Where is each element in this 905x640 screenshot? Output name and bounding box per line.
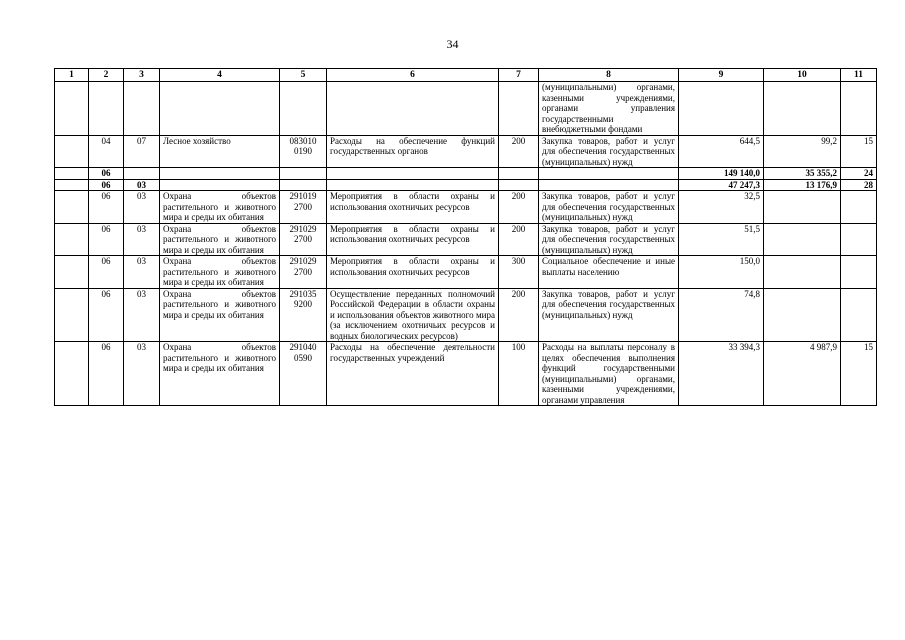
cell-col1 xyxy=(55,223,89,256)
cell-expense-type-name: (муниципальными) органами, казенными учреждениями, органами управления государственными внебюджетными фондами xyxy=(539,82,679,136)
cell-target-code: 291040 0590 xyxy=(280,342,327,406)
cell-expense-type-code xyxy=(499,168,539,180)
column-header: 6 xyxy=(327,69,499,82)
cell-section-name xyxy=(160,179,280,191)
cell-target-code xyxy=(280,179,327,191)
cell-percent xyxy=(841,288,877,342)
cell-amount-plan: 33 394,3 xyxy=(679,342,764,406)
cell-target-name: Мероприятия в области охраны и использования охотничьих ресурсов xyxy=(327,256,499,289)
cell-section: 04 xyxy=(89,135,124,168)
cell-expense-type-name: Социальное обеспечение и иные выплаты населению xyxy=(539,256,679,289)
cell-section: 06 xyxy=(89,256,124,289)
page-number: 34 xyxy=(446,37,459,51)
cell-col1 xyxy=(55,256,89,289)
column-header: 11 xyxy=(841,69,877,82)
cell-expense-type-name: Закупка товаров, работ и услуг для обеспечения государственных (муниципальных) нужд xyxy=(539,191,679,224)
cell-amount-plan: 150,0 xyxy=(679,256,764,289)
cell-expense-type-name: Закупка товаров, работ и услуг для обеспечения государственных (муниципальных) нужд xyxy=(539,223,679,256)
cell-expense-type-name xyxy=(539,179,679,191)
column-header: 3 xyxy=(124,69,160,82)
column-header: 7 xyxy=(499,69,539,82)
cell-section: 06 xyxy=(89,223,124,256)
cell-percent: 15 xyxy=(841,342,877,406)
cell-amount-actual xyxy=(764,191,841,224)
cell-col1 xyxy=(55,179,89,191)
cell-target-code: 291035 9200 xyxy=(280,288,327,342)
cell-target-name xyxy=(327,168,499,180)
cell-section-name xyxy=(160,168,280,180)
cell-percent: 15 xyxy=(841,135,877,168)
column-header: 5 xyxy=(280,69,327,82)
header-row xyxy=(55,69,877,82)
cell-expense-type-code xyxy=(499,179,539,191)
cell-subsection: 03 xyxy=(124,256,160,289)
cell-amount-plan: 74,8 xyxy=(679,288,764,342)
cell-section-name: Охрана объектов растительного и животного мира и среды их обитания xyxy=(160,223,280,256)
cell-target-name: Мероприятия в области охраны и использования охотничьих ресурсов xyxy=(327,223,499,256)
cell-section: 06 xyxy=(89,179,124,191)
table-row xyxy=(55,288,877,342)
cell-target-name: Осуществление переданных полномочий Российской Федерации в области охраны и использования объектов животного мира (за исключением охотничьих ресурсов и водных биологических ресурсов) xyxy=(327,288,499,342)
cell-target-code: 291019 2700 xyxy=(280,191,327,224)
cell-subsection: 03 xyxy=(124,223,160,256)
cell-subsection xyxy=(124,82,160,136)
cell-expense-type-name xyxy=(539,168,679,180)
cell-section-name: Охрана объектов растительного и животного мира и среды их обитания xyxy=(160,191,280,224)
cell-amount-actual: 4 987,9 xyxy=(764,342,841,406)
cell-section: 06 xyxy=(89,191,124,224)
cell-expense-type-code: 200 xyxy=(499,191,539,224)
cell-percent xyxy=(841,223,877,256)
cell-amount-plan: 51,5 xyxy=(679,223,764,256)
table-row xyxy=(55,223,877,256)
table-row xyxy=(55,256,877,289)
cell-section-name: Лесное хозяйство xyxy=(160,135,280,168)
cell-section: 06 xyxy=(89,342,124,406)
cell-target-code xyxy=(280,82,327,136)
cell-amount-plan: 32,5 xyxy=(679,191,764,224)
cell-subsection: 03 xyxy=(124,342,160,406)
column-header: 9 xyxy=(679,69,764,82)
cell-amount-actual xyxy=(764,82,841,136)
cell-target-code: 291029 2700 xyxy=(280,256,327,289)
cell-target-code xyxy=(280,168,327,180)
table-row xyxy=(55,135,877,168)
table-row xyxy=(55,191,877,224)
cell-subsection: 03 xyxy=(124,179,160,191)
cell-target-name xyxy=(327,82,499,136)
column-header: 4 xyxy=(160,69,280,82)
cell-target-code: 291029 2700 xyxy=(280,223,327,256)
cell-target-name: Расходы на обеспечение деятельности государственных учреждений xyxy=(327,342,499,406)
cell-section xyxy=(89,82,124,136)
cell-section-name: Охрана объектов растительного и животного мира и среды их обитания xyxy=(160,256,280,289)
cell-col1 xyxy=(55,168,89,180)
cell-percent: 28 xyxy=(841,179,877,191)
cell-col1 xyxy=(55,191,89,224)
cell-expense-type-code: 100 xyxy=(499,342,539,406)
cell-expense-type-code: 200 xyxy=(499,288,539,342)
cell-amount-actual: 99,2 xyxy=(764,135,841,168)
cell-expense-type-name: Закупка товаров, работ и услуг для обеспечения государственных (муниципальных) нужд xyxy=(539,135,679,168)
cell-section: 06 xyxy=(89,168,124,180)
cell-target-name: Расходы на обеспечение функций государственных органов xyxy=(327,135,499,168)
cell-amount-actual xyxy=(764,256,841,289)
cell-expense-type-code xyxy=(499,82,539,136)
table-row xyxy=(55,342,877,406)
cell-section-name: Охрана объектов растительного и животного мира и среды их обитания xyxy=(160,342,280,406)
cell-target-name: Мероприятия в области охраны и использования охотничьих ресурсов xyxy=(327,191,499,224)
cell-percent xyxy=(841,82,877,136)
cell-amount-actual xyxy=(764,223,841,256)
cell-expense-type-code: 300 xyxy=(499,256,539,289)
cell-col1 xyxy=(55,82,89,136)
cell-target-name xyxy=(327,179,499,191)
cell-expense-type-name: Закупка товаров, работ и услуг для обеспечения государственных (муниципальных) нужд xyxy=(539,288,679,342)
cell-subsection: 03 xyxy=(124,288,160,342)
cell-percent xyxy=(841,256,877,289)
table-row xyxy=(55,82,877,136)
cell-section-name: Охрана объектов растительного и животного мира и среды их обитания xyxy=(160,288,280,342)
column-header: 8 xyxy=(539,69,679,82)
cell-target-code: 083010 0190 xyxy=(280,135,327,168)
subtotal-row xyxy=(55,179,877,191)
budget-table xyxy=(54,68,877,406)
cell-amount-plan: 149 140,0 xyxy=(679,168,764,180)
cell-expense-type-code: 200 xyxy=(499,223,539,256)
subtotal-row xyxy=(55,168,877,180)
cell-col1 xyxy=(55,342,89,406)
cell-expense-type-code: 200 xyxy=(499,135,539,168)
cell-percent xyxy=(841,191,877,224)
cell-amount-plan: 644,5 xyxy=(679,135,764,168)
cell-subsection: 03 xyxy=(124,191,160,224)
cell-amount-actual: 35 355,2 xyxy=(764,168,841,180)
cell-amount-actual xyxy=(764,288,841,342)
cell-subsection: 07 xyxy=(124,135,160,168)
cell-percent: 24 xyxy=(841,168,877,180)
column-header: 2 xyxy=(89,69,124,82)
column-header: 1 xyxy=(55,69,89,82)
cell-amount-plan xyxy=(679,82,764,136)
cell-subsection xyxy=(124,168,160,180)
cell-col1 xyxy=(55,288,89,342)
cell-amount-plan: 47 247,3 xyxy=(679,179,764,191)
cell-section: 06 xyxy=(89,288,124,342)
cell-section-name xyxy=(160,82,280,136)
cell-amount-actual: 13 176,9 xyxy=(764,179,841,191)
cell-expense-type-name: Расходы на выплаты персоналу в целях обеспечения выполнения функций государственными (муниципальными) органами, казенными учреждениями, органами управления xyxy=(539,342,679,406)
column-header: 10 xyxy=(764,69,841,82)
cell-col1 xyxy=(55,135,89,168)
